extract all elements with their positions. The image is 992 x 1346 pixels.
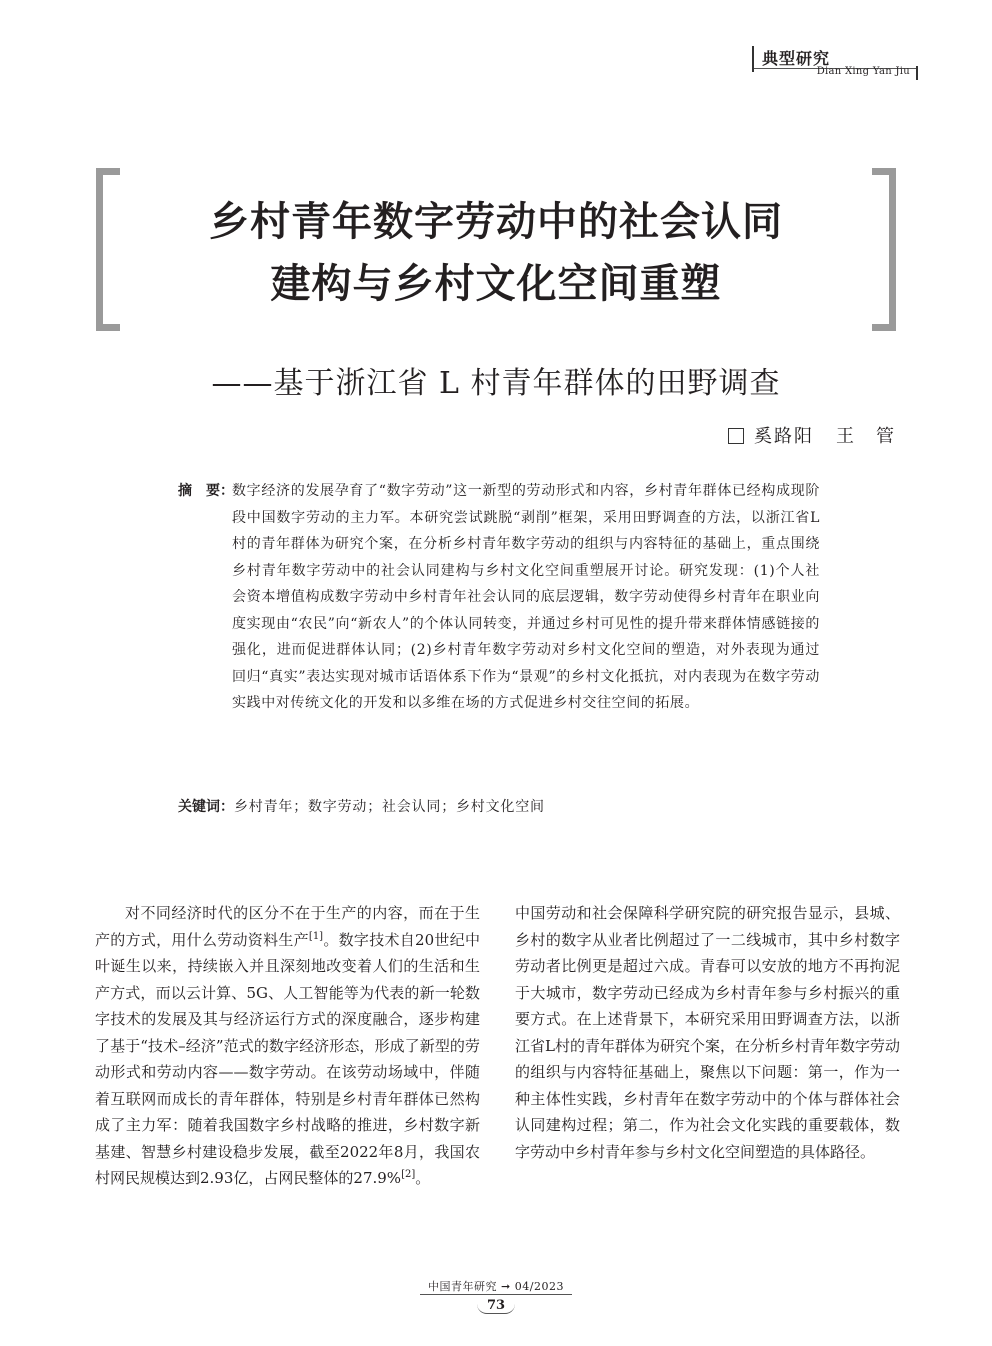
citation[interactable]: [2] bbox=[401, 1169, 416, 1180]
keywords-text: 乡村青年；数字劳动；社会认同；乡村文化空间 bbox=[234, 799, 545, 815]
title-line-2: 建构与乡村文化空间重塑 bbox=[270, 261, 722, 307]
title-line-1: 乡村青年数字劳动中的社会认同 bbox=[209, 199, 783, 245]
left-title-bracket bbox=[96, 168, 120, 331]
section-name-pinyin: Dian Xing Yan Jiu bbox=[816, 66, 910, 77]
keywords-label: 关键词： bbox=[178, 799, 234, 815]
author-1: 奚路阳 bbox=[754, 426, 814, 447]
footer-rule bbox=[420, 1294, 572, 1295]
body-text: 。 bbox=[415, 1169, 431, 1187]
body-text: 。数字技术自20世纪中叶诞生以来，持续嵌入并且深刻地改变着人们的生活和生产方式，而以云计算、5G、人工智能等为代表的新一轮数字技术的发展及其与经济运行方式的深度融合，逐步构建了基于“技术–经济”范式的数字经济形态，形成了新型的劳动形式和劳动内容——数字劳动。在该劳动场域中，伴随着互联网而成长的青年群体，特别是乡村青年群体已然构成了主力军：随着我国数字乡村战略的推进，乡村数字新基建、智慧乡村建设稳步发展，截至2022年8月，我国农村网民规模达到2.93亿，占网民整体的27.9% bbox=[95, 930, 480, 1187]
author-box-icon bbox=[728, 428, 744, 444]
header-bar-right bbox=[916, 66, 918, 80]
page-footer bbox=[420, 1278, 572, 1314]
body-text: 中国劳动和社会保障科学研究院的研究报告显示，县城、乡村的数字从业者比例超过了一二线城市，其中乡村数字劳动者比例更是超过六成。青春可以安放的地方不再拘泥于大城市，数字劳动已经成为乡村青年参与乡村振兴的重要方式。在上述背景下，本研究采用田野调查方法，以浙江省L村的青年群体为研究个案，在分析乡村青年数字劳动的组织与内容特征基础上，聚焦以下问题：第一，作为一种主体性实践，乡村青年在数字劳动中的个体与群体社会认同建构过程；第二，作为社会文化实践的重要载体，数字劳动中乡村青年参与乡村文化空间塑造的具体路径。 bbox=[515, 904, 900, 1161]
subtitle: ——基于浙江省 L 村青年群体的田野调查 bbox=[211, 366, 781, 401]
section-name: 典型研究 bbox=[762, 49, 831, 68]
body-text: 对不同经济时代的区分不在于生产的内容，而在于生产的方式，用什么劳动资料生产 bbox=[95, 904, 480, 949]
right-title-bracket bbox=[872, 168, 896, 331]
journal-issue: 中国青年研究 ➞ 04/2023 bbox=[428, 1280, 564, 1293]
authors bbox=[728, 422, 896, 448]
body-column-right bbox=[515, 900, 900, 1165]
author-2: 王 管 bbox=[836, 426, 896, 447]
body-column-left bbox=[95, 900, 480, 1192]
running-header bbox=[752, 46, 918, 76]
citation[interactable]: [1] bbox=[308, 930, 324, 942]
abstract-label: 摘 要： bbox=[178, 483, 234, 499]
keywords bbox=[178, 795, 820, 819]
page-number: 73 bbox=[477, 1298, 515, 1314]
abstract-text: 数字经济的发展孕育了“数字劳动”这一新型的劳动形式和内容，乡村青年群体已经构成现阶段中国数字劳动的主力军。本研究尝试跳脱“剥削”框架，采用田野调查的方法，以浙江省L村的青年群体为研究个案，在分析乡村青年数字劳动的组织与内容特征的基础上，重点围绕乡村青年数字劳动中的社会认同建构与乡村文化空间重塑展开讨论。研究发现：(1)个人社会资本增值构成数字劳动中乡村青年社会认同的底层逻辑，数字劳动使得乡村青年在职业向度实现由“农民”向“新农人”的个体认同转变，并通过乡村可见性的提升带来群体情感链接的强化，进而促进群体认同；(2)乡村青年数字劳动对乡村文化空间的塑造，对外表现为通过回归“真实”表达实现对城市话语体系下作为“景观”的乡村文化抵抗，对内表现为在数字劳动实践中对传统文化的开发和以多维在场的方式促进乡村交往空间的拓展。 bbox=[232, 483, 820, 711]
